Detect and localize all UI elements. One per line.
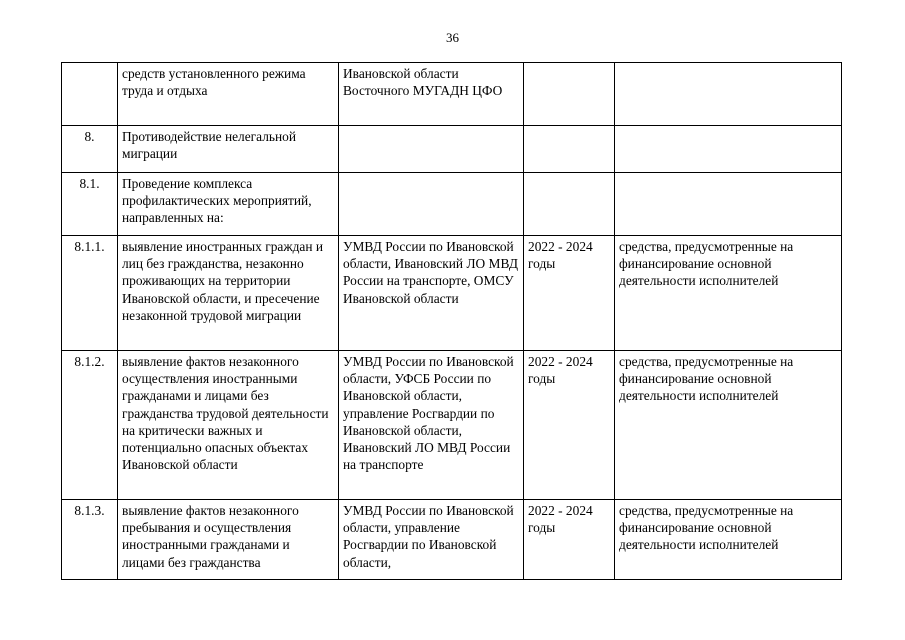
activity-cell: средств установленного режима труда и отдыха	[118, 63, 339, 126]
executors-cell	[339, 126, 524, 173]
activity-cell: Проведение комплекса профилактических мероприятий, направленных на:	[118, 173, 339, 236]
page-number: 36	[446, 30, 459, 45]
table-row	[62, 500, 842, 580]
period-cell: 2022 - 2024 годы	[524, 500, 615, 580]
table-row	[62, 126, 842, 173]
activity-cell: выявление фактов незаконного осуществления иностранными гражданами и лицами без гражданства трудовой деятельности на критически важных и потенциально опасных объектах Ивановской области	[118, 351, 339, 500]
period-cell: 2022 - 2024 годы	[524, 351, 615, 500]
table-row	[62, 173, 842, 236]
row-number: 8.1.2.	[62, 351, 118, 500]
executors-cell: УМВД России по Ивановской области, УФСБ России по Ивановской области, управление Росгвардии по Ивановской области, Ивановский ЛО МВД России на транспорте	[339, 351, 524, 500]
period-cell	[524, 126, 615, 173]
funding-cell	[615, 126, 842, 173]
activity-cell: Противодействие нелегальной миграции	[118, 126, 339, 173]
period-cell: 2022 - 2024 годы	[524, 236, 615, 351]
table-row	[62, 63, 842, 126]
executors-cell: УМВД России по Ивановской области, управление Росгвардии по Ивановской области,	[339, 500, 524, 580]
row-number: 8.1.3.	[62, 500, 118, 580]
executors-cell	[339, 173, 524, 236]
row-number: 8.	[62, 126, 118, 173]
period-cell	[524, 63, 615, 126]
row-number	[62, 63, 118, 126]
table-row	[62, 351, 842, 500]
period-cell	[524, 173, 615, 236]
row-number: 8.1.1.	[62, 236, 118, 351]
funding-cell: средства, предусмотренные на финансирование основной деятельности исполнителей	[615, 236, 842, 351]
funding-cell	[615, 63, 842, 126]
funding-cell: средства, предусмотренные на финансирование основной деятельности исполнителей	[615, 351, 842, 500]
funding-cell	[615, 173, 842, 236]
measures-table	[61, 62, 842, 580]
activity-cell: выявление иностранных граждан и лиц без гражданства, незаконно проживающих на территории Ивановской области, и пресечение незаконной трудовой миграции	[118, 236, 339, 351]
table-row	[62, 236, 842, 351]
funding-cell: средства, предусмотренные на финансирование основной деятельности исполнителей	[615, 500, 842, 580]
activity-cell: выявление фактов незаконного пребывания и осуществления иностранными гражданами и лицами без гражданства	[118, 500, 339, 580]
executors-cell: Ивановской области Восточного МУГАДН ЦФО	[339, 63, 524, 126]
executors-cell: УМВД России по Ивановской области, Ивановский ЛО МВД России на транспорте, ОМСУ Ивановской области	[339, 236, 524, 351]
row-number: 8.1.	[62, 173, 118, 236]
